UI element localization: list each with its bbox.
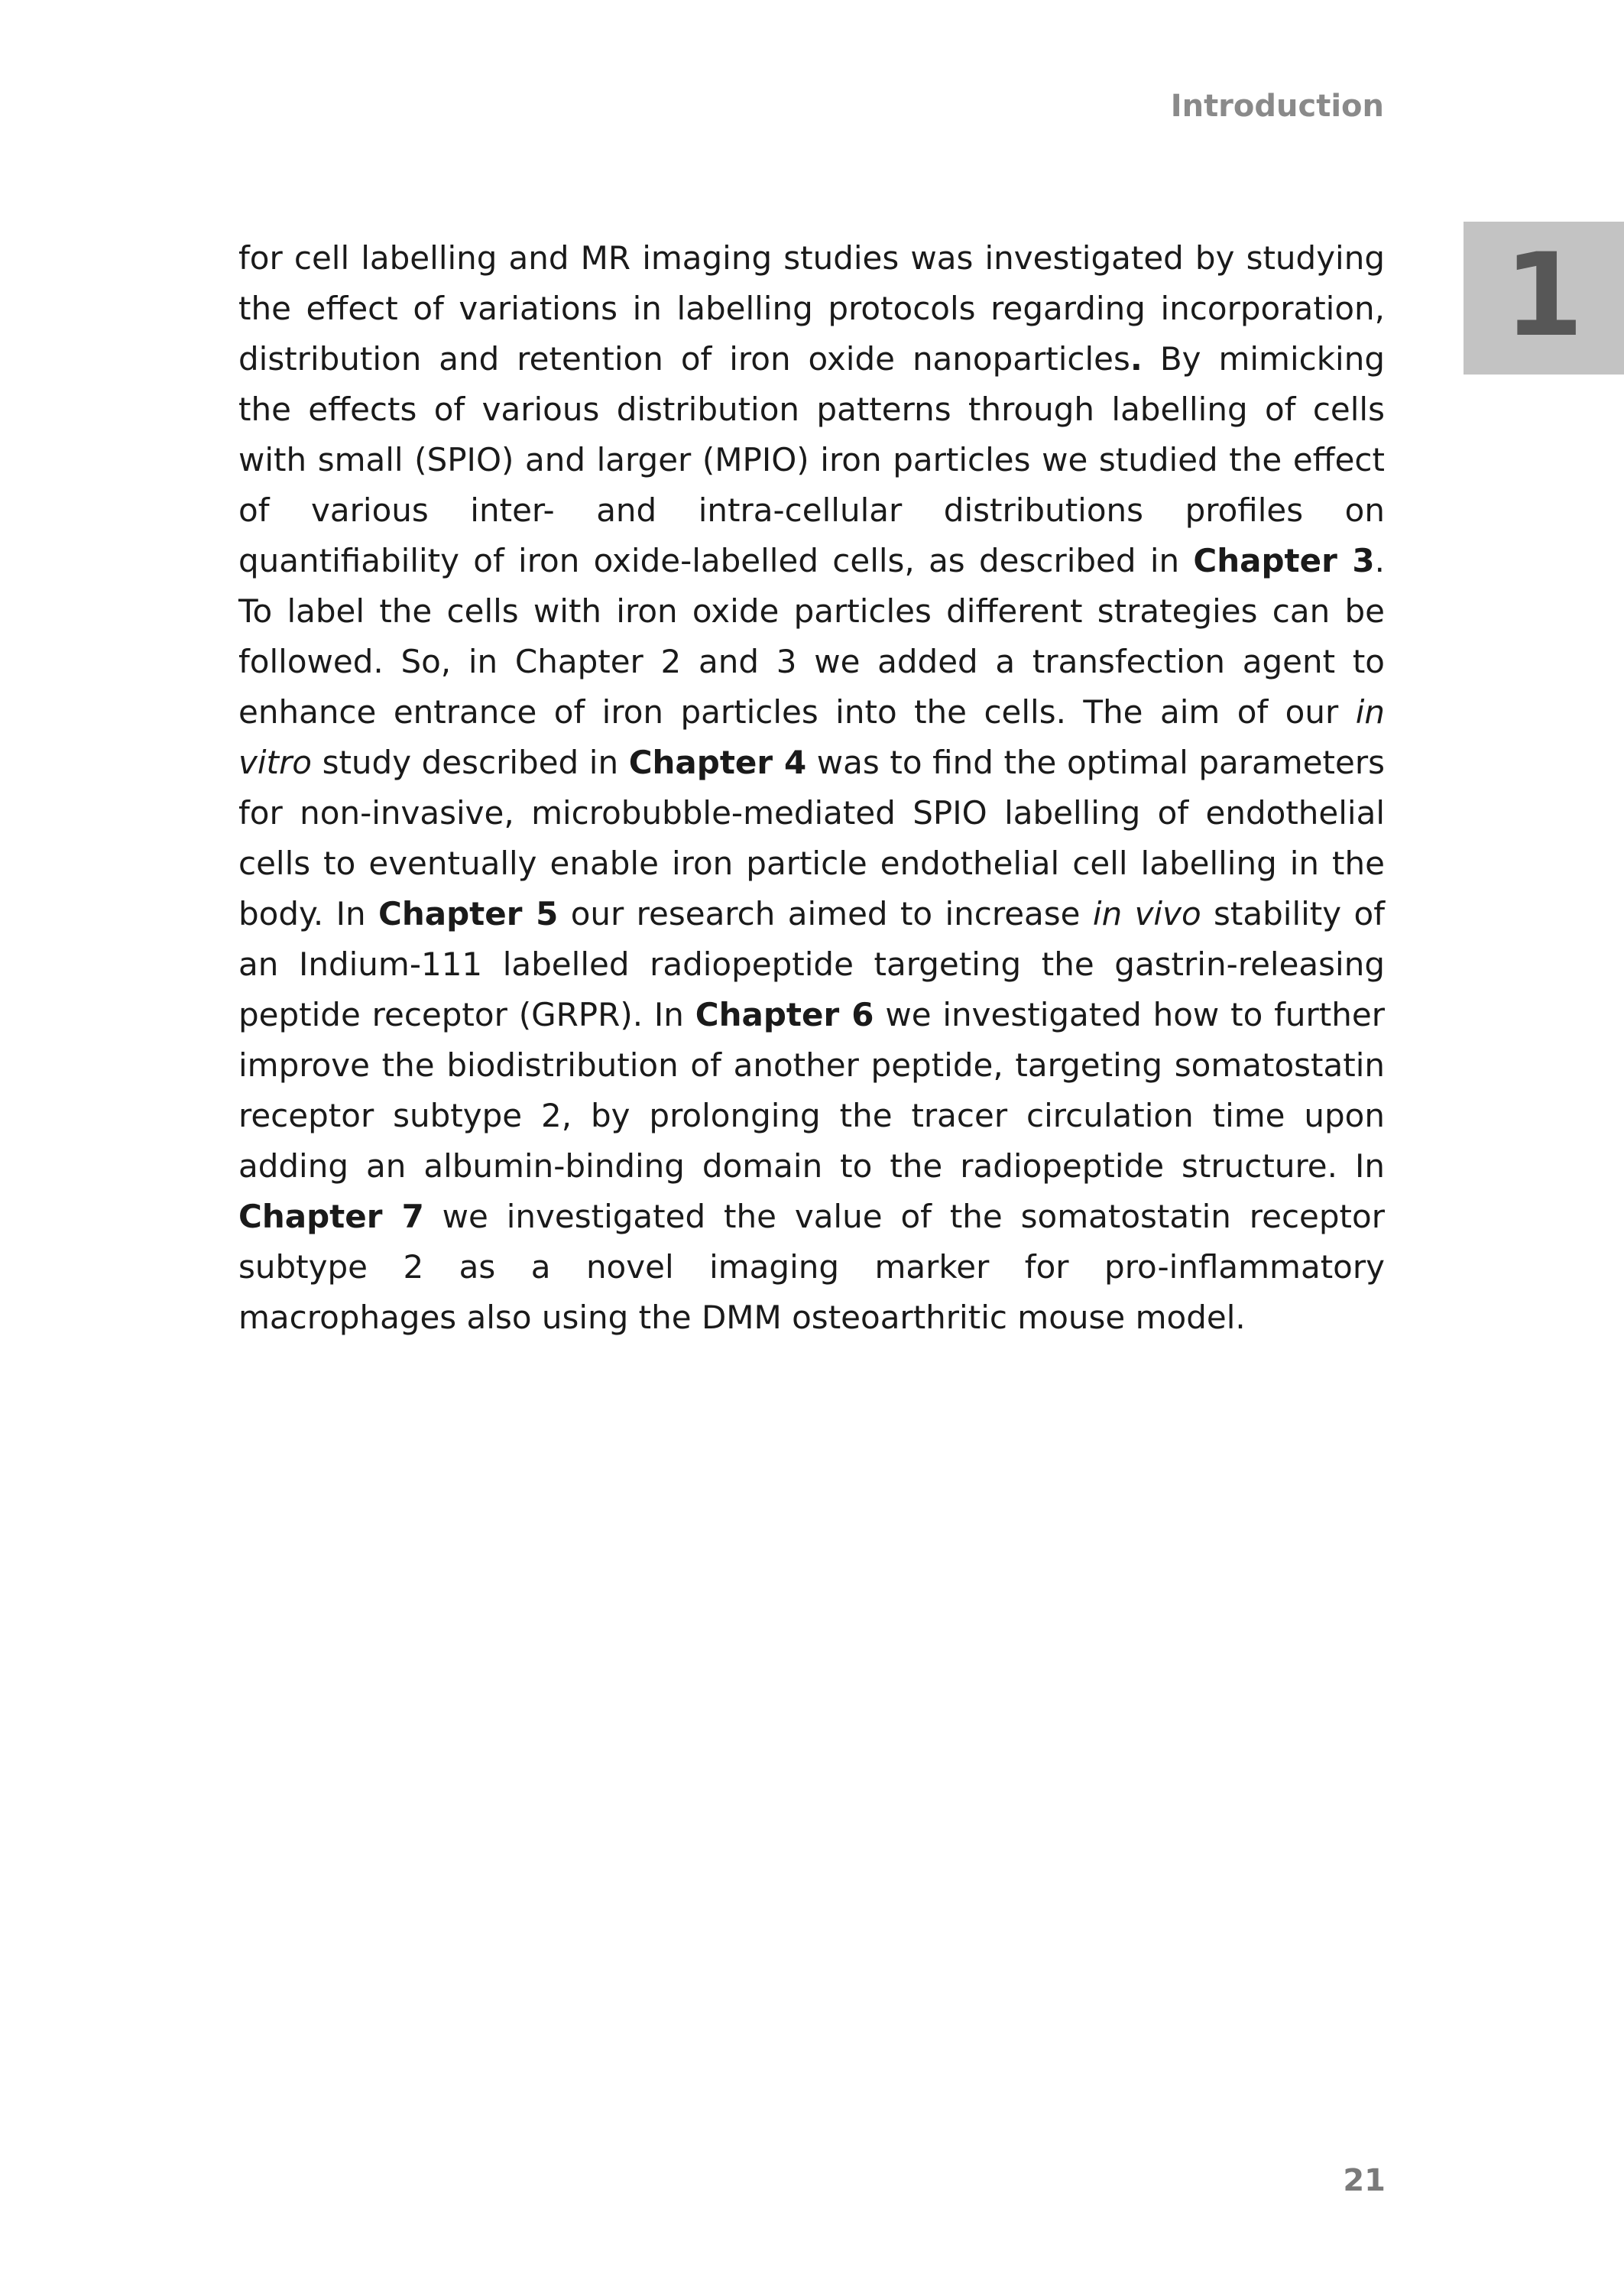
- text-segment: By mimicking the effects of various distribution patterns through labelling of cells with small (SPIO) and larger (MPIO) iron particles we studied the effect of various inter- and intra-cellular distributions profiles on quantifiability of iron oxide-labelled cells, as described in: [238, 340, 1395, 579]
- chapter-reference: Chapter 4: [628, 744, 807, 781]
- text-segment: .: [1130, 340, 1143, 378]
- chapter-reference: Chapter 7: [238, 1198, 424, 1235]
- chapter-tab: [1464, 222, 1624, 375]
- page-number: 21: [1343, 2163, 1386, 2198]
- body-paragraph: [238, 233, 1395, 1343]
- chapter-reference: Chapter 5: [378, 895, 559, 932]
- text-segment: we investigated how to further improve the biodistribution of another peptide, targeting somatostatin receptor subtype 2, by prolonging the tracer circulation time upon adding an albumin-binding domain to the radiopeptide structure. In: [238, 996, 1395, 1185]
- running-header-title: Introduction: [1170, 89, 1384, 124]
- text-segment: we investigated the value of the somatostatin receptor subtype 2 as a novel imaging marker for pro-inflammatory macrophages also using the DMM osteoarthritic mouse model.: [238, 1198, 1395, 1336]
- text-segment: was to find the optimal parameters for non-invasive, microbubble-mediated SPIO labelling of endothelial cells to eventually enable iron particle endothelial cell labelling in the body. In: [238, 744, 1395, 932]
- text-segment: study described in: [311, 744, 629, 781]
- chapter-tab-number: 1: [1503, 229, 1584, 362]
- italic-term: in vivo: [1092, 895, 1201, 932]
- text-segment: for cell labelling and MR imaging studies was investigated by studying the effect of variations in labelling protocols regarding incorporation, distribution and retention of iron oxide nanoparticles: [238, 239, 1395, 378]
- text-segment: . To label the cells with iron oxide particles different strategies can be followed. So, in Chapter 2 and 3 we added a transfection agent to enhance entrance of iron particles into the cells. The aim of our: [238, 542, 1395, 731]
- italic-term: in vitro: [238, 693, 1395, 781]
- text-segment: stability of an Indium-111 labelled radiopeptide targeting the gastrin-releasing peptide receptor (GRPR). In: [238, 895, 1395, 1033]
- text-segment: our research aimed to increase: [558, 895, 1093, 932]
- chapter-reference: Chapter 3: [1193, 542, 1375, 579]
- chapter-reference: Chapter 6: [695, 996, 874, 1033]
